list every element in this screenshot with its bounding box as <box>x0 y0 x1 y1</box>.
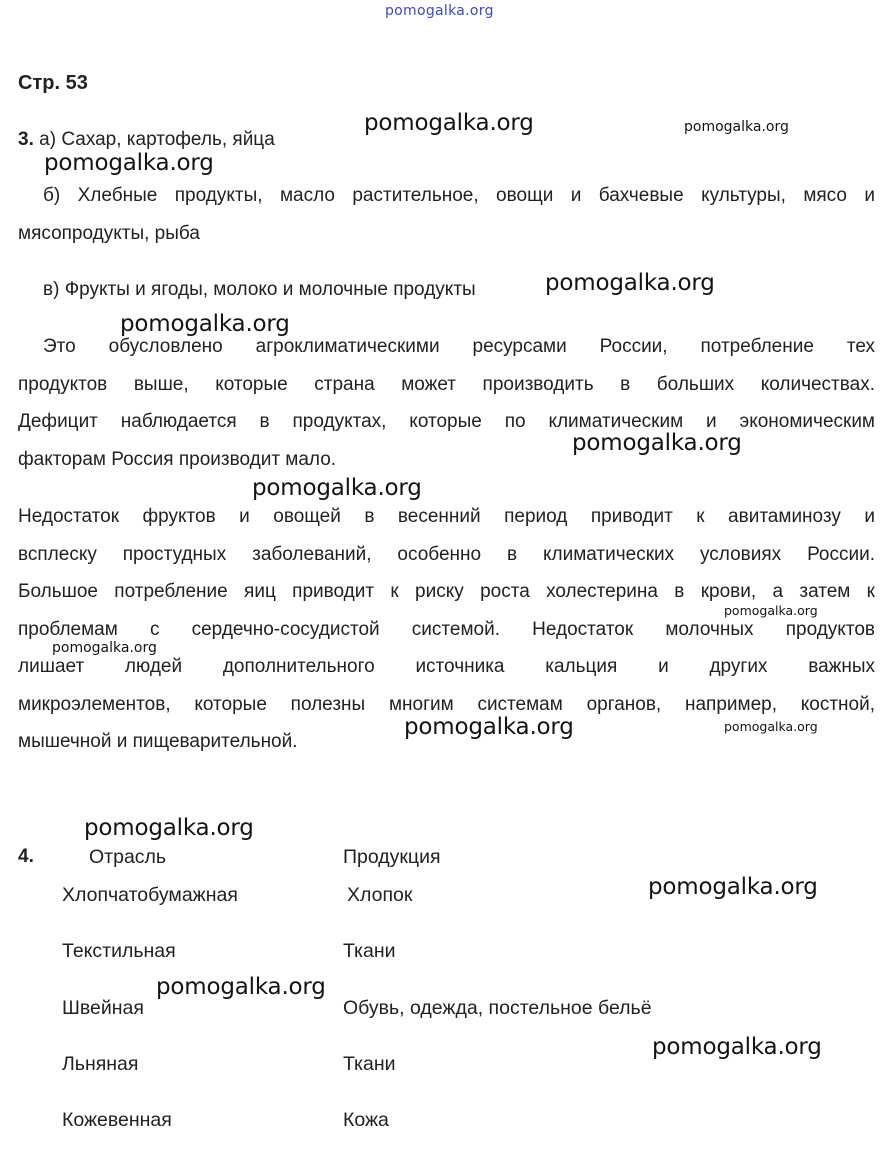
paragraph-line: факторам Россия производит мало. <box>18 448 337 470</box>
task3-paragraph-1 <box>18 328 875 478</box>
table-cell-product: Ткани <box>343 1053 396 1075</box>
task3-answer-b-line1: б) Хлебные продукты, масло растительное, овощи и бахчевые культуры, мясо и <box>43 185 875 206</box>
watermark: pomogalka.org <box>44 150 214 176</box>
watermark: pomogalka.org <box>84 815 254 841</box>
watermark: pomogalka.org <box>684 119 789 135</box>
watermark: pomogalka.org <box>572 430 742 456</box>
paragraph-line: Дефицит наблюдается в продуктах, которые по климатическим и экономическим <box>18 411 875 432</box>
table-cell-product: Ткани <box>343 940 396 962</box>
paragraph-line: мышечной и пищеварительной. <box>18 731 298 752</box>
paragraph-line: всплеску простудных заболеваний, особенно в климатических условиях России. <box>18 543 875 565</box>
task3-number: 3. <box>18 129 34 150</box>
paragraph-line: проблемам с сердечно-сосудистой системой. Недостаток молочных продуктов <box>18 618 875 640</box>
paragraph-line: лишает людей дополнительного источника кальция и других важных <box>18 656 875 677</box>
task3-answer-b-line2: мясопродукты, рыба <box>18 223 200 244</box>
watermark: pomogalka.org <box>724 603 818 618</box>
table-header-industry: Отрасль <box>89 846 167 868</box>
task3-answer-a: а) Сахар, картофель, яйца <box>39 129 275 150</box>
header-site-watermark: pomogalka.org <box>385 3 494 19</box>
task3-answer-c: в) Фрукты и ягоды, молоко и молочные продукты <box>43 279 476 300</box>
watermark: pomogalka.org <box>724 719 818 734</box>
watermark: pomogalka.org <box>364 110 534 136</box>
task4-number: 4. <box>18 846 34 867</box>
paragraph-line: продуктов выше, которые страна может производить в больших количествах. <box>18 373 875 395</box>
table-cell-industry: Кожевенная <box>62 1109 172 1131</box>
watermark: pomogalka.org <box>652 1034 822 1060</box>
table-cell-product: Хлопок <box>347 884 413 906</box>
watermark: pomogalka.org <box>52 640 157 656</box>
table-cell-product: Обувь, одежда, постельное бельё <box>343 997 652 1019</box>
table-header-product: Продукция <box>343 846 441 868</box>
watermark: pomogalka.org <box>545 270 715 296</box>
table-cell-industry: Швейная <box>62 997 144 1019</box>
paragraph-line: микроэлементов, которые полезны многим системам органов, например, костной, <box>18 693 875 715</box>
watermark: pomogalka.org <box>648 874 818 900</box>
watermark: pomogalka.org <box>404 714 574 740</box>
paragraph-line: Это обусловлено агроклиматическими ресурсами России, потребление тех <box>43 336 875 357</box>
watermark: pomogalka.org <box>120 311 290 337</box>
watermark: pomogalka.org <box>252 475 422 501</box>
table-cell-industry: Хлопчатобумажная <box>62 884 238 906</box>
table-cell-industry: Льняная <box>62 1053 139 1075</box>
table-cell-product: Кожа <box>343 1109 389 1131</box>
watermark: pomogalka.org <box>156 974 326 1000</box>
paragraph-line: Большое потребление яиц приводит к риску роста холестерина в крови, а затем к <box>18 581 875 602</box>
table-cell-industry: Текстильная <box>62 940 176 962</box>
paragraph-line: Недостаток фруктов и овощей в весенний период приводит к авитаминозу и <box>18 506 875 527</box>
page-title: Стр. 53 <box>18 72 88 94</box>
